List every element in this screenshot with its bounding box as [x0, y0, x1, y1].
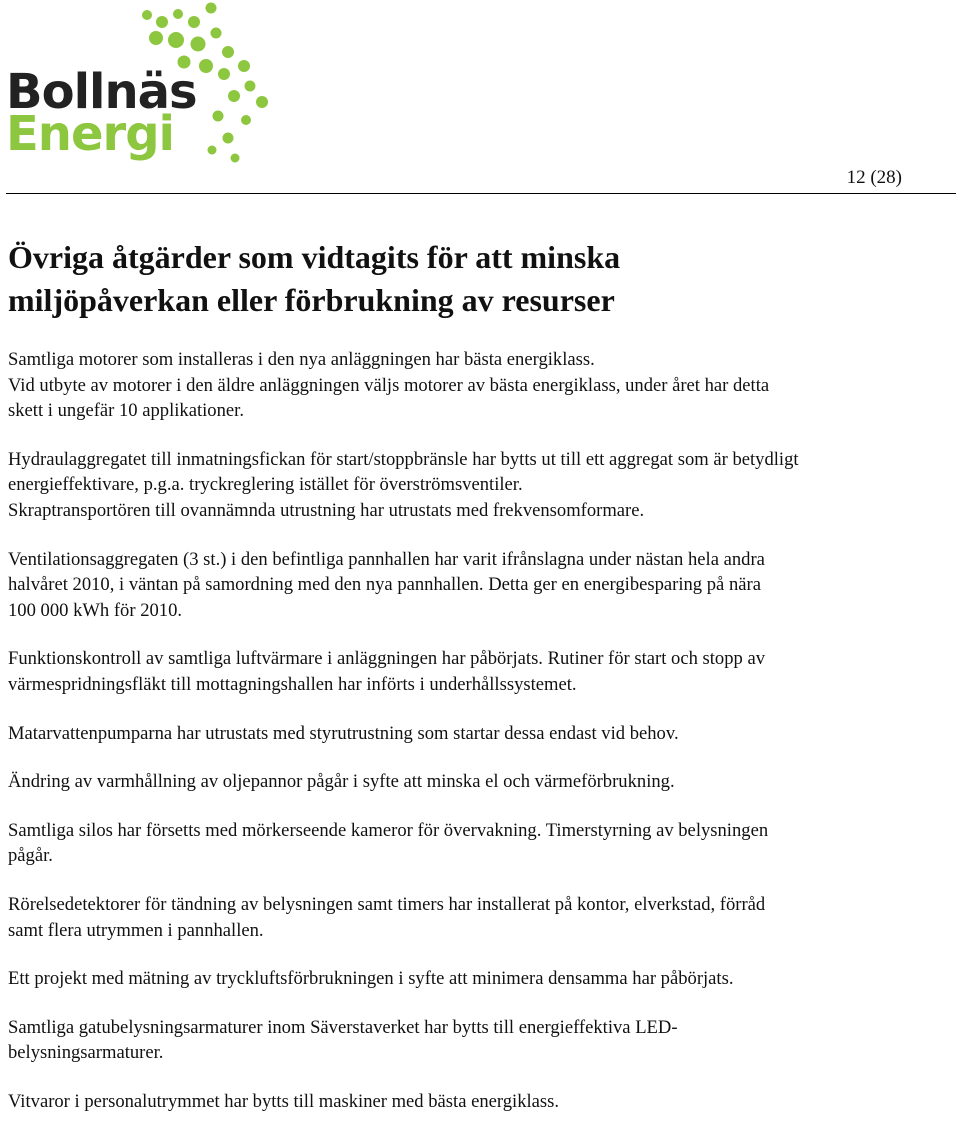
text-line: Vid utbyte av motorer i den äldre anläggningen väljs motorer av bästa energiklass, under året har detta: [8, 374, 770, 396]
text-line: Samtliga gatubelysningsarmaturer inom Säverstaverket har bytts till energieffektiva LED-: [8, 1016, 678, 1038]
paragraph-street-lighting: [8, 1015, 953, 1066]
text-line: belysningsarmaturer.: [8, 1042, 164, 1064]
text-line: Ventilationsaggregaten (3 st.) i den befintliga pannhallen har varit ifrånslagna under nästan hela andra: [8, 548, 765, 570]
paragraph-feedwater-pumps: [8, 721, 953, 747]
paragraph-hydraulics: [8, 447, 953, 524]
paragraph-oil-boilers: [8, 769, 953, 795]
text-line: Ett projekt med mätning av tryckluftsförbrukningen i syfte att minimera densamma har påbörjats.: [8, 968, 734, 990]
paragraph-appliances: [8, 1089, 953, 1115]
text-line: Hydraulaggregatet till inmatningsfickan för start/stoppbränsle har bytts ut till ett aggregat som är betydligt: [8, 448, 799, 470]
paragraph-air-heaters: [8, 646, 953, 697]
text-line: Rörelsedetektorer för tändning av belysningen samt timers har installerat på kontor, elverkstad, förråd: [8, 893, 766, 915]
heading-line: Övriga åtgärder som vidtagits för att minska: [8, 239, 621, 275]
header-divider: [6, 193, 956, 194]
text-line: halvåret 2010, i väntan på samordning med den nya pannhallen. Detta ger en energibesparing på nära: [8, 574, 761, 596]
logo-word-energi: Energi: [6, 106, 174, 162]
page-number: 12 (28): [846, 167, 902, 188]
text-line: Funktionskontroll av samtliga luftvärmare i anläggningen har påbörjats. Rutiner för start och stopp av: [8, 648, 766, 670]
heading-line: miljöpåverkan eller förbrukning av resurser: [8, 282, 615, 318]
section-heading: [8, 236, 953, 322]
text-line: energieffektivare, p.g.a. tryckreglering istället för överströmsventiler.: [8, 474, 523, 496]
paragraph-silos: [8, 818, 953, 869]
text-line: Samtliga silos har försetts med mörkerseende kameror för övervakning. Timerstyrning av belysningen: [8, 819, 769, 841]
text-line: Samtliga motorer som installeras i den nya anläggningen har bästa energiklass.: [8, 349, 595, 370]
paragraph-motors: [8, 347, 953, 424]
paragraph-compressed-air: [8, 966, 953, 992]
text-line: Matarvattenpumparna har utrustats med styrutrustning som startar dessa endast vid behov.: [8, 722, 679, 744]
paragraph-motion-detectors: [8, 892, 953, 943]
text-line: Vitvaror i personalutrymmet har bytts till maskiner med bästa energiklass.: [8, 1090, 560, 1112]
text-line: värmespridningsfläkt till mottagningshallen har införts i underhållssystemet.: [8, 673, 577, 695]
text-line: samt flera utrymmen i pannhallen.: [8, 919, 264, 941]
paragraph-ventilation: [8, 547, 953, 624]
bollnas-energi-logo: [6, 0, 286, 175]
text-line: skett i ungefär 10 applikationer.: [8, 400, 244, 422]
text-line: Skraptransportören till ovannämnda utrustning har utrustats med frekvensomformare.: [8, 499, 645, 521]
text-line: pågår.: [8, 845, 53, 867]
logo-word-bollnas: Bollnäs: [6, 64, 197, 120]
document-body: [8, 236, 953, 1137]
text-line: 100 000 kWh för 2010.: [8, 599, 183, 621]
text-line: Ändring av varmhållning av oljepannor pågår i syfte att minska el och värmeförbrukning.: [8, 771, 675, 793]
